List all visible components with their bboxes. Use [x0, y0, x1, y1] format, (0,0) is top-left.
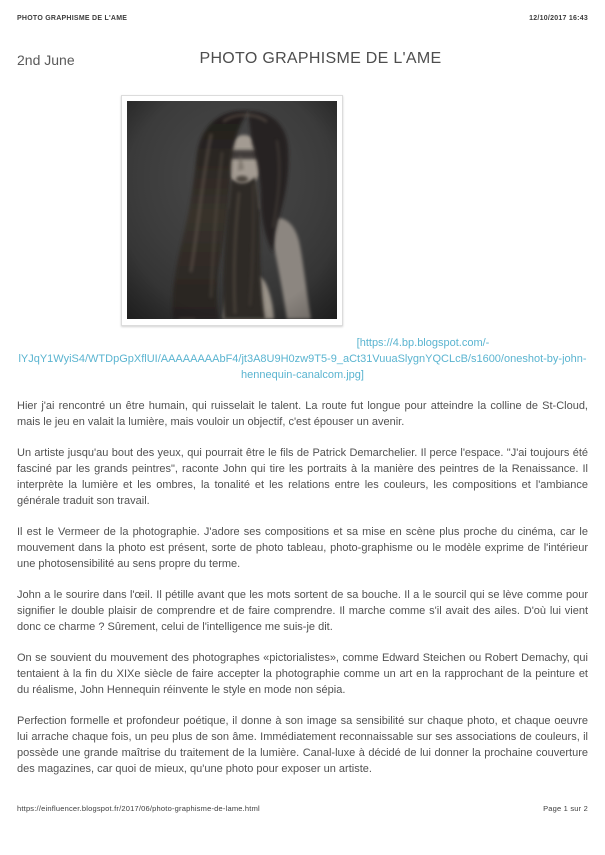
paragraph: Un artiste jusqu'au bout des yeux, qui pourrait être le fils de Patrick Demarchelier. Il perce l'espace. "J'ai toujours été fasciné par les grands peintres", raconte John qui tire les portraits à la manière des peintres de la Renaissance. Il interprète la lumière et les ombres, la tonalité et les relations entre les couleurs, les compositions et l'ambiance générale traduit son travail.	[17, 447, 588, 507]
portrait-photo[interactable]	[121, 95, 343, 326]
print-footer	[17, 804, 588, 813]
header-document-title: PHOTO GRAPHISME DE L'AME	[17, 15, 128, 22]
paragraph: John a le sourire dans l'œil. Il pétille avant que les mots sortent de sa bouche. Il a le sourcil qui se lève comme pour signifier le double plaisir de comprendre et de faire comprendre. Il marche comme s'il avait des ailes. D'où lui vient donc ce charme ? Sûrement, celui de l'intelligence me suis-je dit.	[17, 589, 588, 633]
link-line[interactable]: hennequin-canalcom.jpg]	[241, 369, 364, 381]
paragraph: On se souvient du mouvement des photographes «pictorialistes», comme Edward Steichen ou Robert Demachy, qui tentaient à la fin du XIXe siècle de faire accepter la photographie comme un art en la rapprochant de la peinture et du réalisme, John Hennequin réinvente le style en mode non sépia.	[17, 652, 588, 696]
figure-row	[17, 95, 588, 326]
post-content	[17, 95, 588, 777]
paragraph: Il est le Vermeer de la photographie. J'adore ses compositions et sa mise en scène plus proche du cinéma, car le mouvement dans la photo est présent, sorte de photo tableau, photo-graphisme ou le modèle exprime de l'intérieur une photosensibilité au sens propre du terme.	[17, 526, 588, 570]
footer-page-number: Page 1 sur 2	[543, 804, 588, 813]
page-title: PHOTO GRAPHISME DE L'AME	[199, 50, 442, 67]
photo-source-link[interactable]	[17, 335, 588, 383]
footer-url: https://einfluencer.blogspot.fr/2017/06/photo-graphisme-de-lame.html	[17, 804, 260, 813]
paragraph: Perfection formelle et profondeur poétique, il donne à son image sa sensibilité sur chaque photo, et chaque oeuvre lui arrache chaque fois, un peu plus de son âme. Immédiatement reconnaissable sur ses associations de couleurs, il possède une grande maîtrise du traitement de la lumière. Canal-luxe à décidé de lui donner la prochaine couverture des magazines, car quoi de mieux, qu'une photo pour exposer un artiste.	[17, 715, 588, 775]
post-date: 2nd June	[17, 52, 75, 68]
header-timestamp: 12/10/2017 16:43	[529, 15, 588, 22]
link-line[interactable]: [https://4.bp.blogspot.com/-	[356, 337, 490, 349]
portrait-image	[127, 101, 337, 319]
paragraph: Hier j'ai rencontré un être humain, qui ruisselait le talent. La route fut longue pour atteindre la colline de St-Cloud, mais le jeu en valait la lumière, mais vouloir un objectif, c'est épouser un avenir.	[17, 400, 588, 428]
link-line[interactable]: lYJqY1WyiS4/WTDpGpXflUI/AAAAAAAAbF4/jt3A8U9H0zw9T5-9_aCt31VuuaSlygnYQCLcB/s1600/oneshot-by-john-	[18, 353, 587, 365]
print-header	[17, 15, 588, 22]
